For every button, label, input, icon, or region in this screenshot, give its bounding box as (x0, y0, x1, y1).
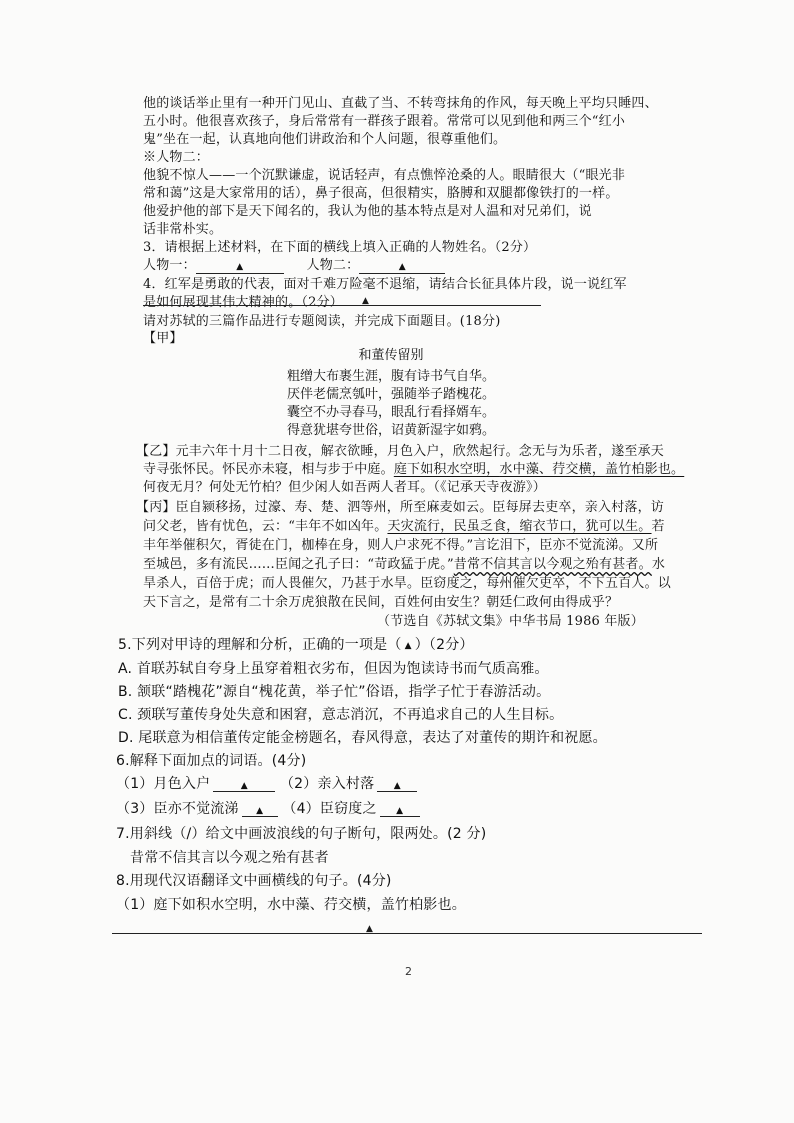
answer-blank[interactable] (213, 777, 275, 792)
page-number: 2 (405, 965, 412, 978)
question-4-line-1: 4．红军是勇敢的代表，面对千难万险毫不退缩，请结合长征具体片段，说一说红军 (143, 277, 627, 292)
answer-marker-icon: ▲ (240, 781, 248, 791)
question-3-answers (143, 258, 445, 274)
person2-blank[interactable] (359, 259, 445, 274)
person2-label: 人物二： (306, 258, 360, 273)
section-bing-line-2 (143, 519, 665, 535)
section-bing-line-3: 丰年举催积欠，胥徒在门，枷棒在身，则人户求死不得。”言讫泪下，臣亦不觉流涕。又所 (143, 538, 659, 553)
item-number: （2） (279, 776, 318, 792)
poem-line-4: 得意犹堪夸世俗，诏黄新湿字如鸦。 (286, 423, 495, 438)
question-4-answer-line[interactable] (143, 305, 541, 306)
bing-text: 若 (651, 519, 665, 534)
answer-marker-icon: ▲ (362, 296, 370, 306)
answer-blank[interactable] (377, 777, 417, 792)
person1-label: 人物一： (143, 258, 196, 273)
source-citation: （节选自《苏轼文集》中华书局 1986 年版） (377, 614, 644, 629)
section-bing-line-4 (143, 557, 665, 573)
answer-marker-icon: ▲ (398, 262, 406, 272)
section-yi-tag: 【乙】 (136, 444, 176, 459)
poem-line-1: 粗缯大布裹生涯，腹有诗书气自华。 (286, 369, 495, 384)
q5-stem-text: 5.下列对甲诗的理解和分析，正确的一项是（ (118, 637, 402, 653)
answer-marker-icon: ▲ (236, 262, 244, 272)
question-4-line-2: 是如何展现其伟大精神的。（2分） (143, 295, 343, 310)
material-line-5: 他貌不惊人——一个沉默谦虚，说话轻声，有点憔悴沧桑的人。眼睛很大（“眼光非 (143, 168, 626, 183)
item-number: （1） (116, 776, 154, 792)
reading-intro: 请对苏轼的三篇作品进行专题阅读，并完成下面题目。(18分) (143, 314, 501, 329)
item-text: 臣窃度之 (319, 801, 377, 817)
q5-stem-end: ）（2分） (414, 637, 474, 653)
underlined-sentence: 民虽乏食， (453, 519, 520, 534)
question-8-stem: 8.用现代汉语翻译文中画横线的句子。(4分) (116, 873, 392, 889)
material-line-1: 他的谈话举止里有一种开门见山、直截了当、不转弯抹角的作风，每天晚上平均只睡四、 (143, 96, 658, 111)
answer-blank[interactable] (380, 802, 420, 817)
bing-text: 臣自颍移扬，过濠、寿、楚、泗等州，所至麻麦如云。臣每屏去吏卒，亲入村落，访 (175, 500, 665, 515)
item-text: 月色入户 (153, 776, 211, 792)
question-5-stem (118, 637, 474, 655)
section-bing-line-1 (136, 500, 664, 516)
person1-blank[interactable] (196, 259, 284, 274)
bing-text: 问父老，皆有忧色，云：“丰年不如凶年。 (143, 519, 388, 534)
option-c: C. 颈联写董传身处失意和困窘，意志消沉，不再追求自己的人生目标。 (118, 707, 564, 723)
section-yi-line-3: 何夜无月？何处无竹柏？但少闲人如吾两人者耳。（《记承天寺夜游》） (143, 480, 546, 495)
material-person2-heading: ※人物二： (143, 150, 210, 165)
underlined-sentence: 庭下如积水空明， (393, 462, 500, 477)
answer-marker-icon: ▲ (366, 924, 374, 934)
section-yi-line-1 (136, 444, 664, 460)
bing-text: 至城邑，多有流民……臣闻之孔子曰：“苛政猛于虎。” (143, 557, 454, 572)
option-d: D. 尾联意为相信董传定能金榜题名，春风得意，表达了对董传的期许和祝愿。 (118, 730, 607, 746)
item-number: （4） (282, 801, 320, 817)
question-8-answer-line[interactable] (112, 933, 702, 934)
yi-text: 寺寻张怀民。怀民亦未寝，相与步于中庭。 (143, 462, 394, 477)
question-6-row-2 (116, 801, 420, 817)
option-a: A. 首联苏轼自夸身上虽穿着粗衣劣布，但因为饱读诗书而气质高雅。 (118, 661, 549, 677)
section-bing-line-5: 旱杀人，百倍于虎；而人畏催欠，乃甚于水旱。臣窃度之，每州催欠吏卒，不下五百人。以 (143, 576, 672, 591)
section-jia-tag: 【甲】 (143, 331, 183, 346)
material-line-8: 话非常朴实。 (143, 222, 223, 237)
wavy-underlined-sentence: 昔常不信其言以今观之殆有甚者。 (453, 557, 652, 572)
question-7-sentence: 昔常不信其言以今观之殆有甚者 (130, 850, 329, 866)
material-line-6: 常和蔼”这是大家常用的话），鼻子很高，但很精实，胳膊和双腿都像铁打的一样。 (143, 186, 619, 201)
question-6-row-1 (116, 776, 417, 792)
underlined-sentence: 缩衣节口， (519, 519, 586, 534)
section-bing-tag: 【丙】 (136, 500, 176, 515)
answer-marker-icon: ▲ (404, 641, 412, 651)
underlined-sentence: 天灾流行， (387, 519, 454, 534)
section-bing-line-6: 天下言之，是常有二十余万虎狼散在民间，百姓何由安生？朝廷仁政何由得成乎？ (143, 595, 619, 610)
question-3-stem: 3．请根据上述材料，在下面的横线上填入正确的人物姓名。（2分） (143, 240, 537, 255)
bing-text: 水 (651, 557, 666, 572)
material-line-7: 他爱护他的部下是天下闻名的，我认为他的基本特点是对人温和对兄弟们，说 (143, 204, 592, 219)
answer-marker-icon: ▲ (393, 781, 401, 791)
section-yi-line-2 (143, 462, 684, 478)
underlined-sentence: 犹可以生。 (585, 519, 652, 534)
underlined-sentence: 水中藻、荇交横， (499, 462, 606, 477)
question-8-item-1: （1）庭下如积水空明，水中藻、荇交横，盖竹柏影也。 (116, 897, 466, 913)
answer-marker-icon: ▲ (256, 806, 264, 816)
poem-line-2: 厌伴老儒烹瓠叶，强随举子踏槐花。 (286, 387, 495, 402)
material-line-3: 鬼”坐在一起，认真地向他们讲政治和个人问题，很尊重他们。 (143, 132, 507, 147)
material-line-2: 五小时。他很喜欢孩子，身后常常有一群孩子跟着。常常可以见到他和两三个“红小 (143, 114, 626, 129)
yi-text: 元丰六年十月十二日夜，解衣欲睡，月色入户，欣然起行。念无与为乐者，遂至承天 (175, 444, 665, 459)
question-7-stem: 7.用斜线（/）给文中画波浪线的句子断句，限两处。(2 分) (116, 826, 487, 842)
answer-blank[interactable] (242, 802, 278, 817)
question-6-stem: 6.解释下面加点的词语。(4分) (116, 753, 307, 769)
item-text: 臣亦不觉流涕 (153, 801, 239, 817)
item-text: 亲入村落 (317, 776, 375, 792)
answer-marker-icon: ▲ (396, 806, 404, 816)
poem-title: 和董传留别 (358, 348, 424, 363)
underlined-sentence: 盖竹柏影也。 (605, 462, 685, 477)
option-b: B. 颔联“踏槐花”源自“槐花黄，举子忙”俗语，指学子忙于春游活动。 (118, 684, 551, 700)
item-number: （3） (116, 801, 154, 817)
poem-line-3: 囊空不办寻春马，眼乱行看择婿车。 (286, 405, 495, 420)
